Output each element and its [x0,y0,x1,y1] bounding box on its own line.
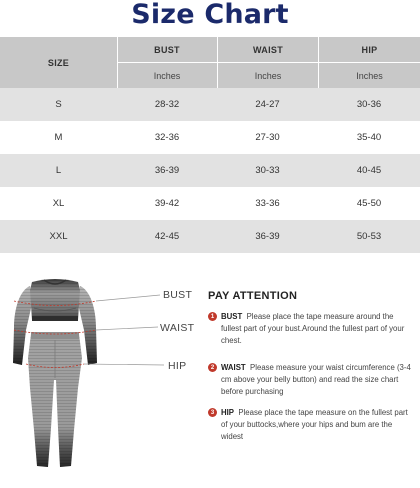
waist-cell: 30-33 [255,165,280,176]
table-row [0,88,420,121]
table-row [0,121,420,154]
hip-cell: 40-45 [356,165,382,176]
bust-cell: 32-36 [154,132,180,143]
note-label: BUST [221,312,243,321]
attention-title: PAY ATTENTION [208,290,298,302]
table-header [0,37,420,88]
number-badge: 2 [208,363,217,372]
waist-label: WAIST [160,322,195,334]
note-label: WAIST [221,363,246,372]
table-row [0,220,420,253]
hip-cell: 50-53 [356,231,382,242]
note-text: Please measure your waist circumference (3-4 cm above your belly button) and read the size chart before purchasing [221,363,411,396]
bust-label: BUST [163,289,193,301]
bust-cell: 42-45 [154,231,180,242]
bust-cell: 39-42 [154,198,180,209]
hip-label: HIP [168,360,187,372]
model-figure [0,268,200,488]
waist-unit: Inches [254,70,282,81]
number-badge: 1 [208,312,217,321]
model-illustration [0,268,200,488]
hip-header: HIP [361,44,378,55]
waist-cell: 33-36 [255,198,280,209]
size-chart-table [0,37,420,253]
waist-cell: 27-30 [255,132,280,143]
bust-cell: 36-39 [154,165,180,176]
waist-cell: 36-39 [255,231,280,242]
bust-header: BUST [154,44,180,55]
bust-unit: Inches [153,70,181,81]
size-header: SIZE [47,57,70,68]
hip-cell: 45-50 [356,198,382,209]
size-cell: L [55,165,62,176]
note-waist [208,362,414,398]
leggings [28,332,82,467]
hip-cell: 30-36 [356,99,382,110]
note-text: Please place the tape measure around the fullest part of your bust.Around the fullest part of your chest. [221,312,405,345]
hip-cell: 35-40 [356,132,382,143]
page-title: Size Chart [131,0,289,30]
table-row [0,154,420,187]
note-text: Please place the tape measure on the fullest part of your buttocks,where your hips and bum are the widest [221,408,408,441]
hip-unit: Inches [356,70,383,81]
bust-cell: 28-32 [154,99,180,110]
table-row [0,187,420,220]
size-cell: M [54,132,63,143]
waist-header: WAIST [253,44,283,55]
size-cell: XL [52,198,65,209]
note-hip [208,407,414,443]
size-cell: XXL [49,231,68,242]
number-badge: 3 [208,408,217,417]
size-cell: S [55,99,62,110]
waist-cell: 24-27 [255,99,280,110]
note-bust [208,311,414,347]
note-label: HIP [221,408,234,417]
